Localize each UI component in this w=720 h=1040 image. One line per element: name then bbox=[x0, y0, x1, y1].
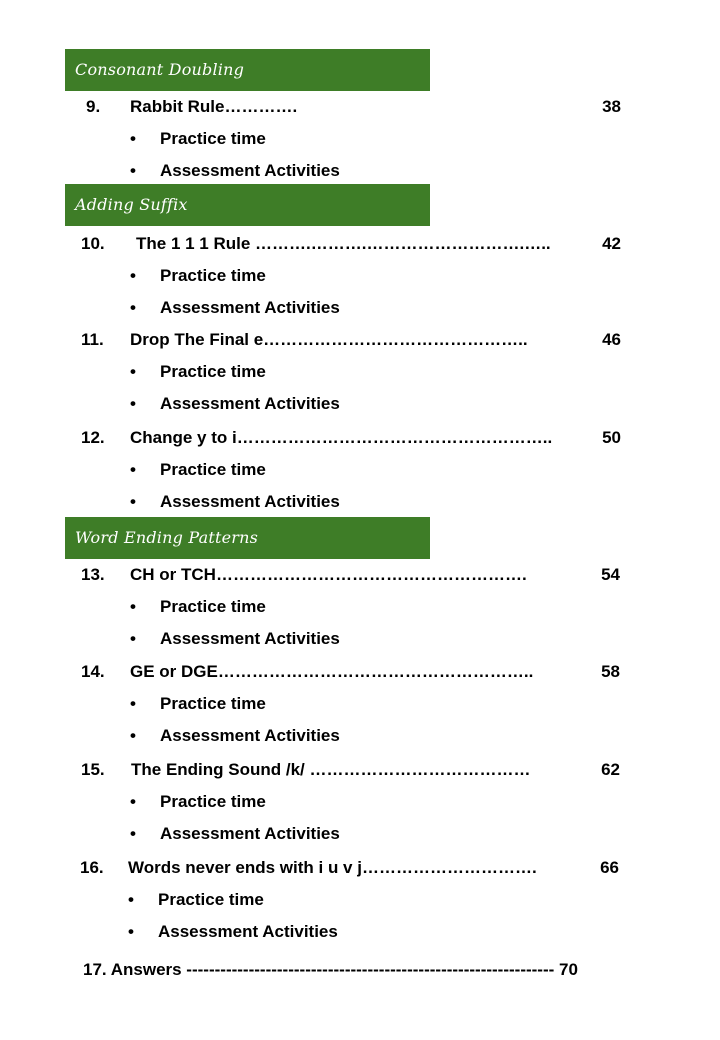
section-heading-word-ending-patterns: Word Ending Patterns bbox=[65, 517, 430, 559]
bullet-icon: • bbox=[130, 492, 136, 511]
section-heading-adding-suffix: Adding Suffix bbox=[65, 184, 430, 226]
sub-item-practice: Practice time bbox=[160, 597, 266, 616]
sub-item-assessment: Assessment Activities bbox=[160, 394, 340, 413]
bullet-icon: • bbox=[130, 129, 136, 148]
entry-page: 38 bbox=[602, 97, 621, 116]
sub-item-assessment: Assessment Activities bbox=[160, 298, 340, 317]
entry-number: 14. bbox=[81, 662, 105, 681]
bullet-icon: • bbox=[130, 694, 136, 713]
entry-page: 46 bbox=[602, 330, 621, 349]
bullet-icon: • bbox=[130, 792, 136, 811]
entry-title: Rabbit Rule…………. bbox=[130, 97, 298, 116]
entry-number: 9. bbox=[86, 97, 101, 116]
entry-page: 54 bbox=[601, 565, 620, 584]
sub-item-assessment: Assessment Activities bbox=[160, 629, 340, 648]
entry-page: 42 bbox=[602, 234, 621, 253]
sub-item-practice: Practice time bbox=[160, 694, 266, 713]
entry-number: 10. bbox=[81, 234, 105, 253]
entry-title: CH or TCH………………………………………………. bbox=[130, 565, 527, 584]
bullet-icon: • bbox=[130, 394, 136, 413]
sub-item-practice: Practice time bbox=[160, 129, 266, 148]
entry-page: 62 bbox=[601, 760, 620, 779]
sub-item-assessment: Assessment Activities bbox=[160, 824, 340, 843]
entry-title: The 1 1 1 Rule ……….……….……………………….….. bbox=[136, 234, 551, 253]
sub-item-practice: Practice time bbox=[160, 460, 266, 479]
entry-page: 58 bbox=[601, 662, 620, 681]
bullet-icon: • bbox=[128, 922, 134, 941]
entry-title: Words never ends with i u v j…………………………. bbox=[128, 858, 537, 877]
sub-item-assessment: Assessment Activities bbox=[160, 726, 340, 745]
bullet-icon: • bbox=[130, 726, 136, 745]
entry-title: GE or DGE……………………………………………….. bbox=[130, 662, 534, 681]
sub-item-assessment: Assessment Activities bbox=[160, 492, 340, 511]
entry-number: 16. bbox=[80, 858, 104, 877]
sub-item-assessment: Assessment Activities bbox=[158, 922, 338, 941]
bullet-icon: • bbox=[128, 890, 134, 909]
entry-number: 15. bbox=[81, 760, 105, 779]
sub-item-assessment: Assessment Activities bbox=[160, 161, 340, 180]
bullet-icon: • bbox=[130, 298, 136, 317]
entry-page: 50 bbox=[602, 428, 621, 447]
sub-item-practice: Practice time bbox=[160, 266, 266, 285]
entry-number: 12. bbox=[81, 428, 105, 447]
entry-number: 11. bbox=[81, 330, 104, 349]
bullet-icon: • bbox=[130, 460, 136, 479]
bullet-icon: • bbox=[130, 597, 136, 616]
sub-item-practice: Practice time bbox=[158, 890, 264, 909]
entry-title: Drop The Final e……………………………………….. bbox=[130, 330, 528, 349]
entry-page: 66 bbox=[600, 858, 619, 877]
entry-number: 13. bbox=[81, 565, 105, 584]
bullet-icon: • bbox=[130, 161, 136, 180]
bullet-icon: • bbox=[130, 629, 136, 648]
bullet-icon: • bbox=[130, 824, 136, 843]
bullet-icon: • bbox=[130, 362, 136, 381]
toc-entry-answers[interactable]: 17. Answers ----------------------------------------------------------------- 70 bbox=[83, 960, 578, 979]
entry-title: Change y to i……………………………………………….. bbox=[130, 428, 553, 447]
sub-item-practice: Practice time bbox=[160, 792, 266, 811]
sub-item-practice: Practice time bbox=[160, 362, 266, 381]
bullet-icon: • bbox=[130, 266, 136, 285]
entry-title: The Ending Sound /k/ ………………………………… bbox=[131, 760, 531, 779]
section-heading-consonant-doubling: Consonant Doubling bbox=[65, 49, 430, 91]
